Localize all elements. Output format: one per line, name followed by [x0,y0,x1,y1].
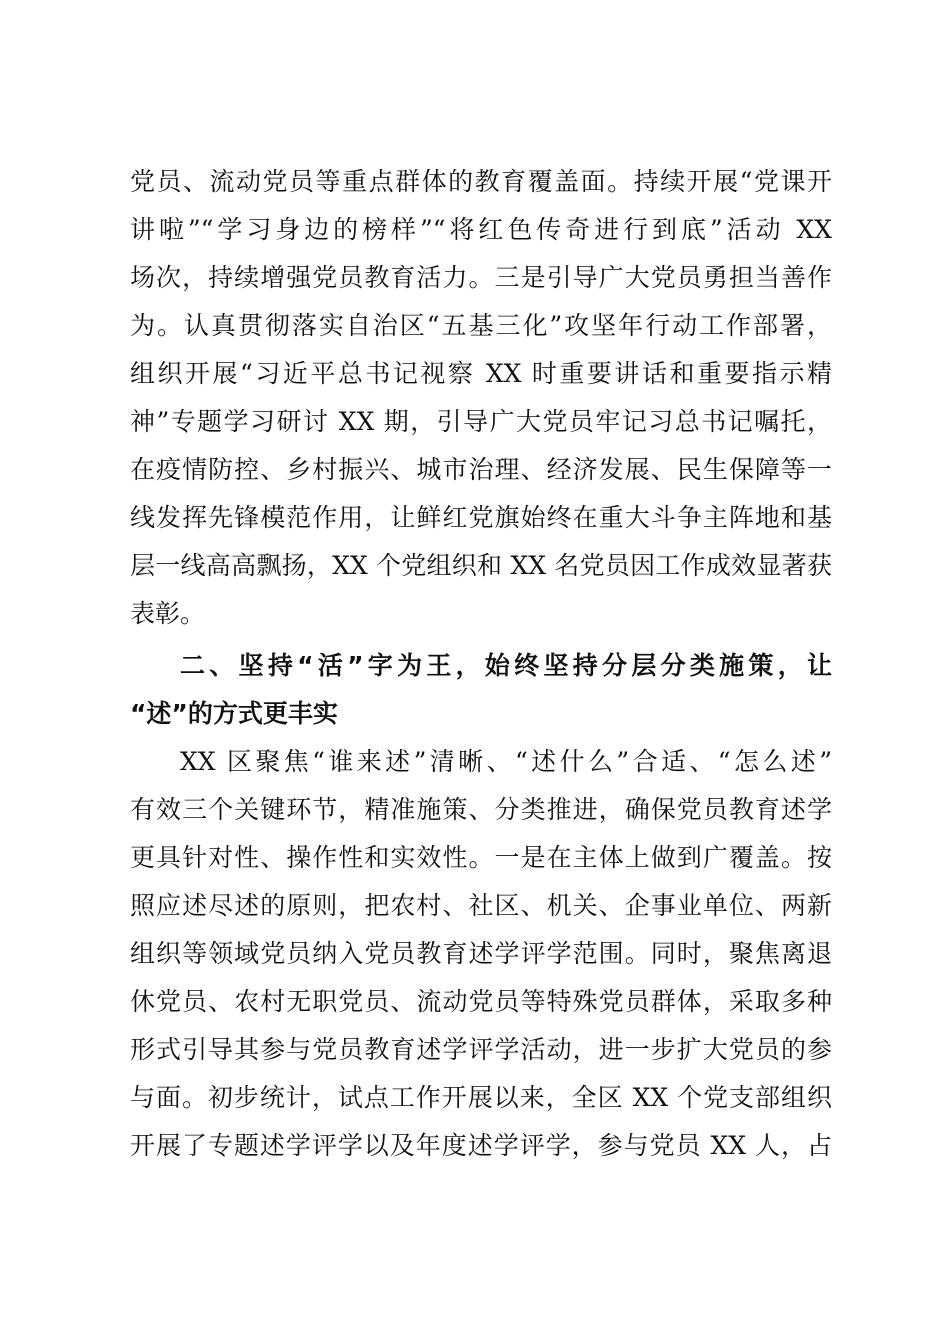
paragraph-2-line-5: 组织等领域党员纳入党员教育述学评学范围。同时，聚焦离退 [130,939,832,968]
paragraph-2-line-7: 形式引导其参与党员教育述学评学活动，进一步扩大党员的参 [130,1035,832,1064]
paragraph-2-line-1: XX 区聚焦“谁来述”清晰、“述什么”合适、“怎么述” [180,747,832,776]
paragraph-2-line-3: 更具针对性、操作性和实效性。一是在主体上做到广覆盖。按 [130,843,832,872]
paragraph-1-line-2: 讲啦”“学习身边的榜样”“将红色传奇进行到底”活动 XX [130,215,832,244]
section-heading-line-2: “述”的方式更丰实 [130,699,338,728]
paragraph-2-line-9: 开展了专题述学评学以及年度述学评学，参与党员 XX 人，占 [130,1131,832,1160]
paragraph-1-line-4: 为。认真贯彻落实自治区“五基三化”攻坚年行动工作部署， [130,311,832,340]
paragraph-1-line-5: 组织开展“习近平总书记视察 XX 时重要讲话和重要指示精 [130,359,832,388]
paragraph-1-line-10: 表彰。 [130,599,206,628]
paragraph-1-line-1: 党员、流动党员等重点群体的教育覆盖面。持续开展“党课开 [130,167,832,196]
paragraph-2-line-8: 与面。初步统计，试点工作开展以来，全区 XX 个党支部组织 [130,1083,832,1112]
paragraph-2-line-4: 照应述尽述的原则，把农村、社区、机关、企事业单位、两新 [130,891,832,920]
paragraph-2-line-6: 休党员、农村无职党员、流动党员等特殊党员群体，采取多种 [130,987,832,1016]
section-heading-line-1: 二、坚持“活”字为王，始终坚持分层分类施策，让 [180,651,832,680]
paragraph-1-line-9: 层一线高高飘扬，XX 个党组织和 XX 名党员因工作成效显著获 [130,551,832,580]
paragraph-1-line-6: 神”专题学习研讨 XX 期，引导广大党员牢记习总书记嘱托， [130,407,832,436]
paragraph-1-line-3: 场次，持续增强党员教育活力。三是引导广大党员勇担当善作 [130,263,832,292]
paragraph-1-line-7: 在疫情防控、乡村振兴、城市治理、经济发展、民生保障等一 [130,455,832,484]
paragraph-2-line-2: 有效三个关键环节，精准施策、分类推进，确保党员教育述学 [130,795,832,824]
paragraph-1-line-8: 线发挥先锋模范作用，让鲜红党旗始终在重大斗争主阵地和基 [130,503,832,532]
